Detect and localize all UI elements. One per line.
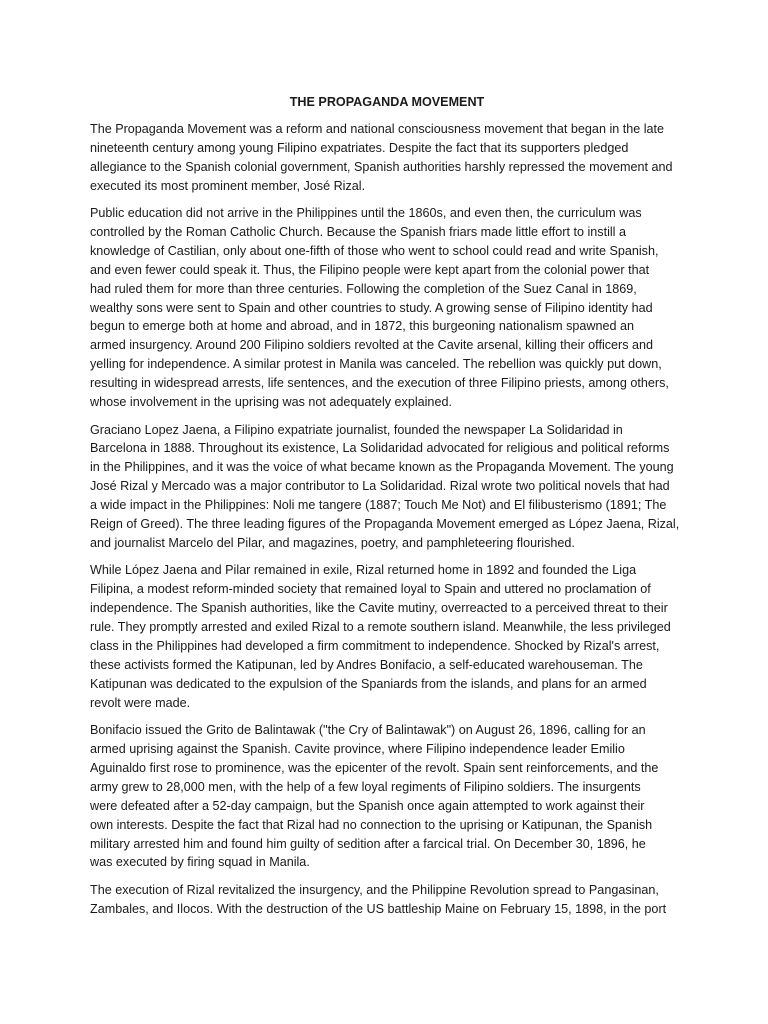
text-line: Filipina, a modest reform-minded society that remained loyal to Spain and uttered no proclamation of <box>90 582 651 597</box>
text-line: Reign of Greed). The three leading figures of the Propaganda Movement emerged as López Jaena, Rizal, <box>90 517 680 532</box>
text-line: yelling for independence. A similar protest in Manila was canceled. The rebellion was quickly put down, <box>90 357 662 372</box>
text-line: Zambales, and Ilocos. With the destruction of the US battleship Maine on February 15, 1898, in the port <box>90 901 667 916</box>
text-line: José Rizal y Mercado was a major contributor to La Solidaridad. Rizal wrote two political novels that had <box>90 479 670 494</box>
text-line: Graciano Lopez Jaena, a Filipino expatriate journalist, founded the newspaper La Solidaridad in <box>90 422 623 437</box>
text-line: and journalist Marcelo del Pilar, and magazines, poetry, and pamphleteering flourished. <box>90 535 575 550</box>
paragraph-grito-de-balintawak <box>90 721 684 872</box>
text-line: were defeated after a 52-day campaign, but the Spanish once again attempted to work against their <box>90 798 645 813</box>
text-line: Katipunan was dedicated to the expulsion of the Spaniards from the islands, and plans for an armed <box>90 676 647 691</box>
text-line: The Propaganda Movement was a reform and national consciousness movement that began in the late <box>90 121 665 136</box>
text-line: wealthy sons were sent to Spain and other countries to study. A growing sense of Filipino identity had <box>90 300 653 315</box>
text-line: nineteenth century among young Filipino expatriates. Despite the fact that its supporters pledged <box>90 140 629 155</box>
paragraph-la-solidaridad <box>90 421 684 553</box>
text-line: a wide impact in the Philippines: Noli me tangere (1887; Touch Me Not) and El filibusterismo (1891; The <box>90 498 667 513</box>
text-line: Public education did not arrive in the Philippines until the 1860s, and even then, the curriculum was <box>90 206 642 221</box>
text-line: knowledge of Castilian, only about one-fifth of those who went to school could read and write Spanish, <box>90 243 659 258</box>
text-line: armed uprising against the Spanish. Cavite province, where Filipino independence leader Emilio <box>90 742 625 756</box>
text-line: whose involvement in the uprising was not adequately explained. <box>90 395 452 410</box>
text-line: army grew to 28,000 men, with the help of a few loyal regiments of Filipino soldiers. The insurgents <box>90 779 641 794</box>
text-line: military arrested him and found him guilty of sedition after a farcical trial. On December 30, 1896, he <box>90 836 646 851</box>
text-line: The execution of Rizal revitalized the insurgency, and the Philippine Revolution spread to Pangasinan, <box>90 882 659 897</box>
text-line: had ruled them for more than three centuries. Following the completion of the Suez Canal in 1869, <box>90 281 637 296</box>
text-line: independence. The Spanish authorities, like the Cavite mutiny, overreacted to a perceived threat to their <box>90 601 668 616</box>
paragraph-liga-filipina <box>90 561 684 712</box>
text-line: and even fewer could speak it. Thus, the Filipino people were kept apart from the colonial power that <box>90 262 650 277</box>
text-line: While López Jaena and Pilar remained in exile, Rizal returned home in 1892 and founded the Liga <box>90 563 637 578</box>
text-line: was executed by firing squad in Manila. <box>90 855 310 870</box>
text-line: rule. They promptly arrested and exiled Rizal to a remote southern island. Meanwhile, the less privileged <box>90 620 671 635</box>
text-line: Aguinaldo first rose to prominence, was the epicenter of the revolt. Spain sent reinforcements, and the <box>90 760 659 775</box>
document-title: THE PROPAGANDA MOVEMENT <box>289 95 485 109</box>
paragraph-public-education <box>90 204 684 412</box>
text-line: Barcelona in 1888. Throughout its existence, La Solidaridad advocated for religious and political reforms <box>90 441 670 456</box>
text-line: armed insurgency. Around 200 Filipino soldiers revolted at the Cavite arsenal, killing their officers and <box>90 338 654 353</box>
text-line: controlled by the Roman Catholic Church. Because the Spanish friars made little effort to instill a <box>90 224 626 239</box>
text-line: in the Philippines, and it was the voice of what became known as the Propaganda Movement. The young <box>90 460 674 475</box>
text-line: executed its most prominent member, José Rizal. <box>90 178 366 193</box>
text-line: these activists formed the Katipunan, led by Andres Bonifacio, a self-educated warehouseman. The <box>90 657 643 672</box>
document-body <box>90 93 684 927</box>
text-line: revolt were made. <box>90 695 191 710</box>
text-line: allegiance to the Spanish colonial government, Spanish authorities harshly repressed the movement and <box>90 159 673 174</box>
text-line: resulting in widespread arrests, life sentences, and the execution of three Filipino priests, among others, <box>90 376 669 391</box>
text-line: begun to emerge both at home and abroad, and in 1872, this burgeoning nationalism spawned an <box>90 319 635 334</box>
paragraph-intro <box>90 120 684 196</box>
text-line: own interests. Despite the fact that Rizal had no connection to the uprising or Katipunan, the Spanish <box>90 817 653 832</box>
text-line: Bonifacio issued the Grito de Balintawak ("the Cry of Balintawak") on August 26, 1896, calling for an <box>90 723 646 738</box>
paragraph-rizal-execution <box>90 881 684 919</box>
text-line: class in the Philippines had developed a firm commitment to independence. Shocked by Rizal's arrest, <box>90 638 660 653</box>
